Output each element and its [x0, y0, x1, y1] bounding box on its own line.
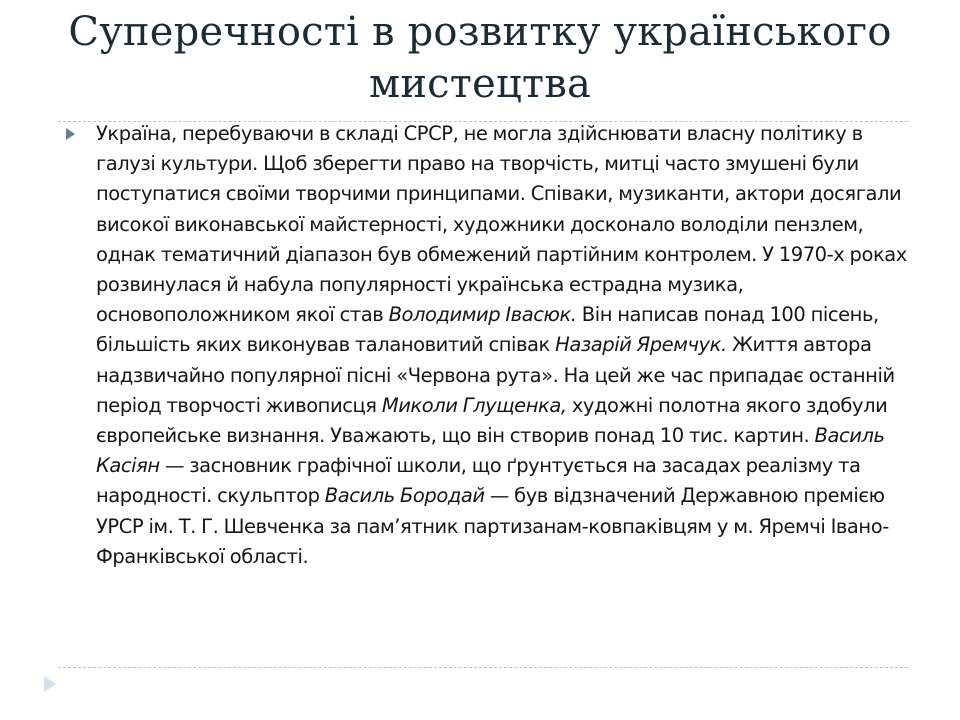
bottom-divider [58, 667, 908, 668]
person-name-borodai: Василь Бородай [324, 484, 485, 508]
paragraph-text: Життя автора надзвичайно популярної пісні «Червона рута». На цей же час припадає останній період творчості живописця [96, 333, 895, 417]
person-name-hlushchenko: Миколи Глущенка, [381, 393, 567, 417]
paragraph-text: — засновник графічної школи, що ґрунтується на засадах реалізму та народності. скульптор [96, 454, 861, 508]
next-slide-arrow-icon[interactable] [44, 676, 56, 692]
paragraph-text: Він написав понад 100 пісень, більшість яких виконував талановитий співак [96, 303, 879, 357]
paragraph-text: художні полотна якого здобули європейське визнання. Уважають, що він створив понад 10 тис. картин. [96, 393, 888, 448]
paragraph-text: — був відзначений Державною премією УРСР ім. Т. Г. Шевченка за пам’ятник партизанам-ковпаківцям у м. Яремчі Івано-Франківської області. [96, 484, 889, 568]
paragraph-text: Україна, перебуваючи в складі СРСР, не могла здійснювати власну політику в галузі культури. Щоб зберегти право на творчість, митці часто змушені були поступатися своїми творчими принципами. Співаки, музиканти, актори досягали високої виконавської майстерності, художники досконало володіли пензлем, однак тематичний діапазон був обмежений партійним контролем. У 1970-х роках розвинулася й набула популярності українська естрадна музика, основоположником якої став [96, 122, 907, 327]
person-name-kasiian: Василь Касіян [96, 424, 885, 478]
person-name-ivasiuk: Володимир Івасюк. [388, 303, 577, 327]
slide-body-paragraph [96, 119, 911, 572]
triangle-bullet-icon [66, 128, 75, 140]
slide-title: Суперечності в розвитку українського мистецтва [68, 9, 892, 107]
person-name-yaremchuk: Назарій Яремчук. [555, 333, 727, 357]
